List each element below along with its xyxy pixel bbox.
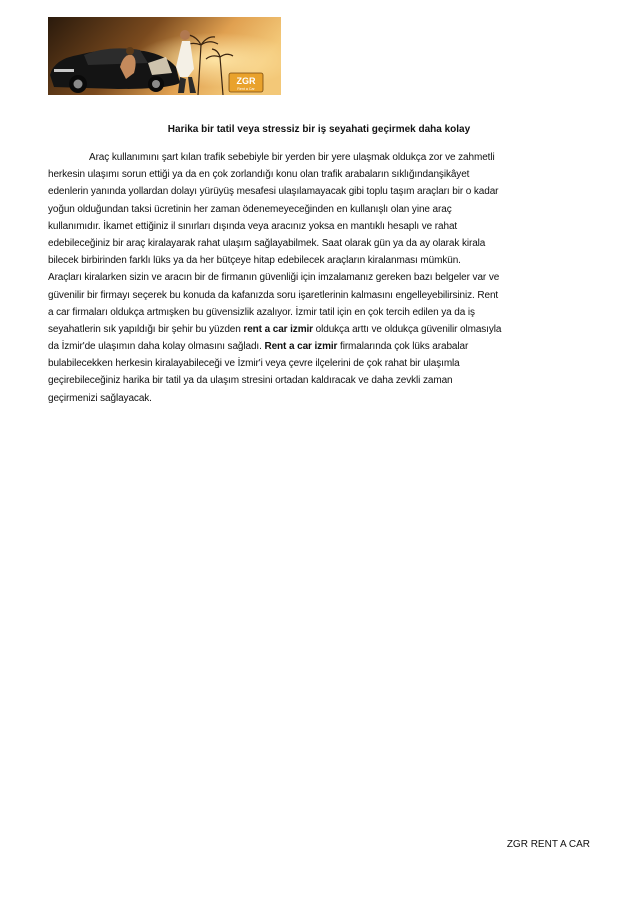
document-body — [48, 149, 593, 407]
paragraph-line — [48, 218, 593, 235]
paragraph-line — [48, 269, 593, 286]
text-run: da İzmir'de ulaşımın daha kolay olmasını sağladı. — [48, 341, 265, 353]
text-run: yoğun olduğundan taksi ücretinin her zaman ödenemeyeceğinden en kullanışlı olan yine araç — [48, 203, 452, 215]
banner-illustration — [48, 17, 281, 95]
footer-company-name: ZGR RENT A CAR — [506, 839, 590, 850]
paragraph-line — [48, 235, 593, 252]
paragraph-line — [48, 183, 593, 200]
text-run: edebileceğiniz bir araç kiralayarak rahat ulaşım sağlayabilmek. Saat olarak gün ya da ay olarak kirala — [48, 237, 486, 249]
text-run: geçirmenizi sağlayacak. — [48, 392, 152, 404]
paragraph-line — [48, 338, 593, 355]
text-run: bilecek birbirinden farklı lüks ya da her bütçeye hitap edebilecek araçların kiralanması mümkün. — [48, 255, 461, 267]
zgr-logo — [229, 73, 263, 92]
text-run: Araç kullanımını şart kılan trafik sebebiyle bir yerden bir yere ulaşmak oldukça zor ve zahmetli — [89, 152, 495, 163]
text-run: firmalarında çok lüks arabalar — [337, 341, 469, 353]
header-banner-image — [48, 17, 281, 95]
paragraph-line — [48, 149, 593, 166]
paragraph-line — [48, 166, 593, 183]
text-run: bulabilecekken herkesin kiralayabileceği ve İzmir'i veya çevre ilçelerini de çok rahat bir ulaşımla — [48, 358, 460, 370]
svg-text:ZGR: ZGR — [236, 76, 256, 86]
text-run: oldukça arttı ve oldukça güvenilir olmasıyla — [312, 323, 502, 335]
text-run: seyahatlerin sık yapıldığı bir şehir bu yüzden — [48, 323, 244, 335]
text-run: geçirebileceğiniz harika bir tatil ya da ulaşım stresini ortadan kaldıracak ve daha zevkli zaman — [48, 375, 453, 387]
paragraph-line — [48, 390, 593, 407]
text-run: güvenilir bir firmayı seçerek bu konuda da kafanızda soru işaretlerinin kalmasını engelleyebilirsiniz. Rent — [48, 289, 499, 301]
text-run: a car firmaları oldukça artmışken bu güvensizlik azalıyor. İzmir tatil için en çok tercih edilen ya da iş — [48, 306, 475, 318]
svg-text:Rent a Car: Rent a Car — [237, 87, 255, 91]
keyword-bold: rent a car izmir — [243, 323, 313, 335]
paragraph-line — [48, 201, 593, 218]
paragraph-line — [48, 321, 593, 338]
text-run: Araçları kiralarken sizin ve aracın bir de firmanın güvenliği için imzalamanız gereken bazı belgeler var ve — [48, 272, 500, 284]
keyword-bold: Rent a car izmir — [264, 341, 338, 353]
paragraph-line — [48, 304, 593, 321]
document-title: Harika bir tatil veya stressiz bir iş seyahati geçirmek daha kolay — [167, 124, 471, 135]
paragraph-line — [48, 355, 593, 372]
text-run: kullanımıdır. İkamet ettiğiniz il sınırları dışında veya aracınız yoksa en mantıklı hesaplı ve rahat — [48, 220, 458, 232]
paragraph-line — [48, 252, 593, 269]
paragraph-line — [48, 372, 593, 389]
paragraph-line — [48, 287, 593, 304]
text-run: herkesin ulaşımı sorun ettiği ya da en çok zorlandığı konu olan trafik arabaların sıklığındanşikâyet — [48, 169, 470, 181]
text-run: edenlerin yanında yollardan dolayı yürüyüş mesafesi ulaşılamayacak gibi toplu taşım araçları bir o kadar — [48, 186, 499, 198]
